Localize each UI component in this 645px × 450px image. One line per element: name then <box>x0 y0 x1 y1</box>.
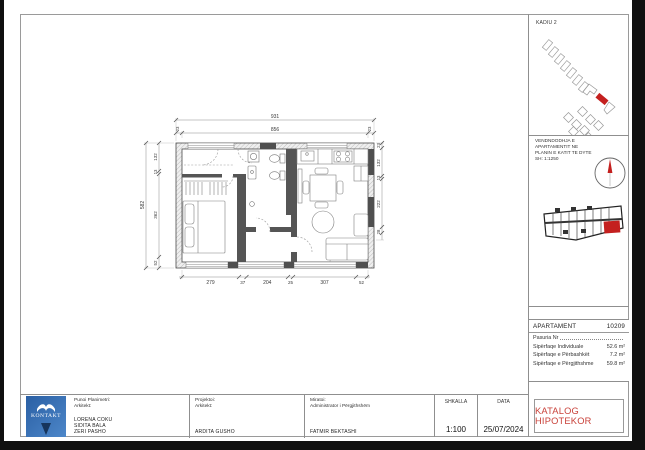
wall-segment <box>368 197 374 227</box>
titleblock-cell-shkalla <box>434 395 477 437</box>
sink <box>248 166 256 179</box>
person-name: LORENA COKU <box>74 416 113 423</box>
pasuria-label: Pasuria Nr <box>533 335 559 342</box>
dim-bottom-6: 52 <box>358 280 365 285</box>
sofa-chaise <box>354 214 368 236</box>
wall-segment <box>368 149 374 175</box>
person-name: SIDITA BALA <box>74 422 106 429</box>
wc-tank <box>280 154 285 163</box>
dim-top-right-offset: 23 <box>367 126 372 132</box>
bidet-bowl <box>270 172 280 180</box>
titleblock-cell-projektoi <box>189 395 304 438</box>
dim-left-3: 362 <box>153 211 158 219</box>
window <box>186 262 356 268</box>
cell-role: Administrator i Përgjithshëm <box>310 403 370 409</box>
area-label: Sipërfaqe Individuale <box>533 343 584 350</box>
divider <box>529 306 629 307</box>
area-label: Sipërfaqe e Përgjithshme <box>533 360 594 367</box>
chair <box>315 168 328 174</box>
area-row <box>529 358 629 366</box>
title-block <box>20 394 529 437</box>
dim-right-3: 13 <box>376 175 381 181</box>
dim-top-total: 931 <box>270 114 280 120</box>
area-row <box>529 350 629 358</box>
location-line: VENDNDODHJA E APARTAMENTIT NE <box>535 138 579 150</box>
dim-right-5: 28 <box>376 229 381 235</box>
chair <box>337 181 343 194</box>
highlighted-building <box>595 93 608 105</box>
dim-bottom-4: 25 <box>287 280 294 285</box>
right-column <box>528 14 629 437</box>
location-line: PLANIN E KATIT TE DYTE <box>535 150 592 156</box>
north-compass <box>591 153 629 193</box>
chair <box>315 202 328 208</box>
logo-text: KONTAKT <box>30 413 62 419</box>
dim-right-2: 132 <box>376 159 381 167</box>
chair <box>303 181 309 194</box>
dim-left-4: 52 <box>153 260 158 266</box>
dim-bottom-3: 204 <box>263 280 272 286</box>
date-value: 25/07/2024 <box>483 425 524 434</box>
titleblock-cell-punoi <box>69 395 189 438</box>
dining-table <box>310 175 336 201</box>
apartment-info <box>529 319 629 382</box>
dim-right-4: 222 <box>376 200 381 208</box>
area-value: 7.2 m² <box>609 352 625 359</box>
wall-segment <box>260 143 276 149</box>
dim-left-total: 582 <box>140 200 146 210</box>
dim-top-left-offset: 23 <box>175 126 180 132</box>
apartment-header <box>529 320 629 333</box>
highlighted-unit <box>604 220 621 233</box>
cell-heading: Miratoi: <box>310 398 326 403</box>
scale-label: SHKALLA <box>444 399 468 405</box>
dim-bottom-1: 279 <box>206 280 215 286</box>
cell-heading: Punoi Planimetri: <box>74 398 111 403</box>
dim-left-1: 132 <box>153 153 158 161</box>
dotted-leader <box>560 335 623 340</box>
date-label: DATA <box>497 399 510 405</box>
catalog-stamp <box>534 399 624 433</box>
person-name: FATMIR BEKTASHI <box>310 428 357 435</box>
wall-segment <box>284 262 294 268</box>
wall-segment <box>228 262 238 268</box>
location-line: SH: 1:1250 <box>535 156 559 162</box>
wc-bowl <box>270 155 280 163</box>
cell-heading: Projektoi: <box>195 398 215 403</box>
cell-role: Arkitekt: <box>195 403 213 409</box>
apartment-number: 10209 <box>606 323 625 330</box>
divider <box>529 135 629 136</box>
dim-top-inner: 856 <box>270 127 280 133</box>
company-logo <box>26 396 66 437</box>
dim-bottom-2: 37 <box>240 280 246 285</box>
bidet-tank <box>280 171 285 180</box>
wall-segment <box>356 262 368 268</box>
drawing-sheet <box>4 0 632 441</box>
apartment-title: APARTAMENT <box>533 323 577 330</box>
area-value: 59.8 m² <box>606 360 625 367</box>
titleblock-cell-miratoi <box>304 395 434 438</box>
area-value: 52.6 m² <box>606 343 625 350</box>
washing-machine <box>248 151 259 162</box>
site-plan <box>529 28 629 135</box>
floorplan-drawing <box>122 105 399 295</box>
dim-left-2: 13 <box>153 169 158 175</box>
catalog-label: KATALOG HIPOTEKOR <box>535 406 592 426</box>
person-name: ARDITA GUSHO <box>195 428 235 435</box>
cell-role: Arkitekt: <box>74 403 92 409</box>
pasuria-row <box>529 333 629 341</box>
site-plan-title: KADIU 2 <box>536 20 557 26</box>
tv-unit <box>298 169 302 203</box>
dim-right-1: 23 <box>376 143 381 148</box>
person-name: ZERI PASHO <box>74 428 106 435</box>
key-plan <box>541 200 626 245</box>
scale-value: 1:100 <box>445 425 467 434</box>
area-row <box>529 341 629 349</box>
area-label: Sipërfaqe e Përbashkët <box>533 352 590 359</box>
titleblock-cell-data <box>477 395 529 437</box>
dim-bottom-5: 307 <box>320 280 329 286</box>
